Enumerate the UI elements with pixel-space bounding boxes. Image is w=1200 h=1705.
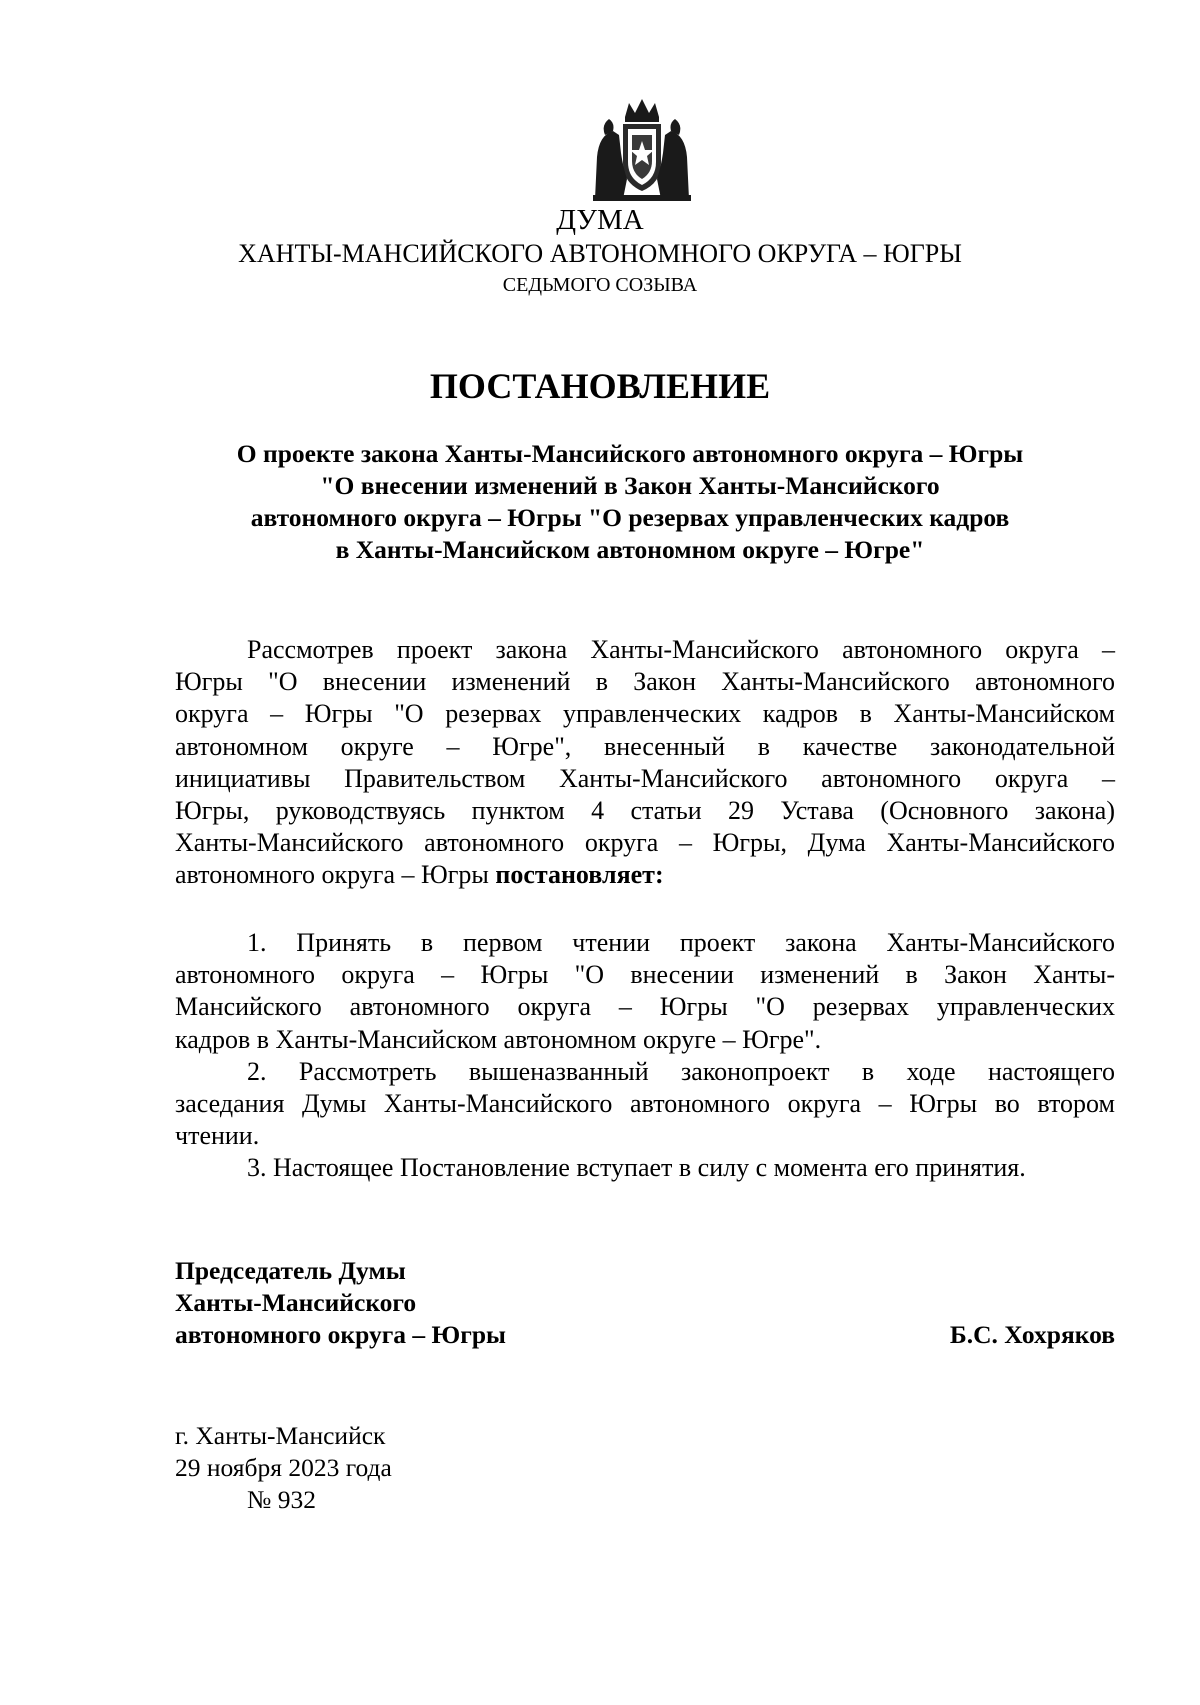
item-1-line: автономного округа – Югры "О внесении изменений в Закон Ханты- [175,960,1115,990]
resolution-items [175,927,1115,1185]
item-2-line: заседания Думы Ханты-Мансийского автономного округа – Югры во втором [175,1089,1115,1119]
preamble-tail: автономного округа – Югры [175,860,489,890]
subject-line: автономного округа – Югры "О резервах управленческих кадров [250,503,1010,532]
preamble-line: инициативы Правительством Ханты-Мансийского автономного округа – [175,763,1115,793]
preamble-line: округа – Югры "О резервах управленческих кадров в Ханты-Мансийском [175,699,1115,729]
coat-of-arms-icon [587,95,697,205]
resolution-subject [170,438,1090,566]
place: г. Ханты-Мансийск [175,1421,386,1450]
subject-line: "О внесении изменений в Закон Ханты-Мансийского [320,471,940,500]
preamble-line-last [175,859,1115,891]
subject-line: в Ханты-Мансийском автономном округе – Югре" [335,535,925,564]
preamble-line: Рассмотрев проект закона Ханты-Мансийского автономного округа – [247,635,1115,664]
okrug-heading: ХАНТЫ-МАНСИЙСКОГО АВТОНОМНОГО ОКРУГА – ЮГРЫ [238,239,962,268]
resolves-verb: постановляет: [495,860,664,890]
preamble-line: Югры, руководствуясь пунктом 4 статьи 29 Устава (Основного закона) [175,796,1115,826]
preamble-line: Ханты-Мансийского автономного округа – Югры, Дума Ханты-Мансийского [175,828,1115,858]
signatory-position [175,1255,506,1351]
item-1-line-last: кадров в Ханты-Мансийском автономном округе – Югре". [175,1024,822,1054]
item-3-line: 3. Настоящее Постановление вступает в силу с момента его принятия. [247,1153,1026,1183]
item-1-line: Мансийского автономного округа – Югры "О резервах управленческих [175,992,1115,1022]
duma-heading: ДУМА [556,204,644,236]
subject-line: О проекте закона Ханты-Мансийского автономного округа – Югры [236,439,1024,468]
document-type-title: ПОСТАНОВЛЕНИЕ [429,366,771,406]
preamble-paragraph [175,634,1115,892]
document-number: № 932 [247,1485,316,1514]
item-2-line-last: чтении. [175,1121,260,1151]
preamble-line: автономном округе – Югре", внесенный в качестве законодательной [175,731,1115,761]
item-2-line: 2. Рассмотреть вышеназванный законопроект в ходе настоящего [247,1056,1115,1086]
place-and-date [175,1420,392,1484]
signatory-name: Б.С. Хохряков [949,1320,1115,1349]
date: 29 ноября 2023 года [175,1453,392,1482]
position-line: Председатель Думы [175,1256,406,1285]
convocation-heading: СЕДЬМОГО СОЗЫВА [502,274,698,296]
preamble-line: Югры "О внесении изменений в Закон Ханты-Мансийского автономного [175,667,1115,697]
position-line: автономного округа – Югры [175,1320,506,1349]
position-line: Ханты-Мансийского [175,1288,417,1317]
item-1-line: 1. Принять в первом чтении проект закона Ханты-Мансийского [247,928,1115,957]
